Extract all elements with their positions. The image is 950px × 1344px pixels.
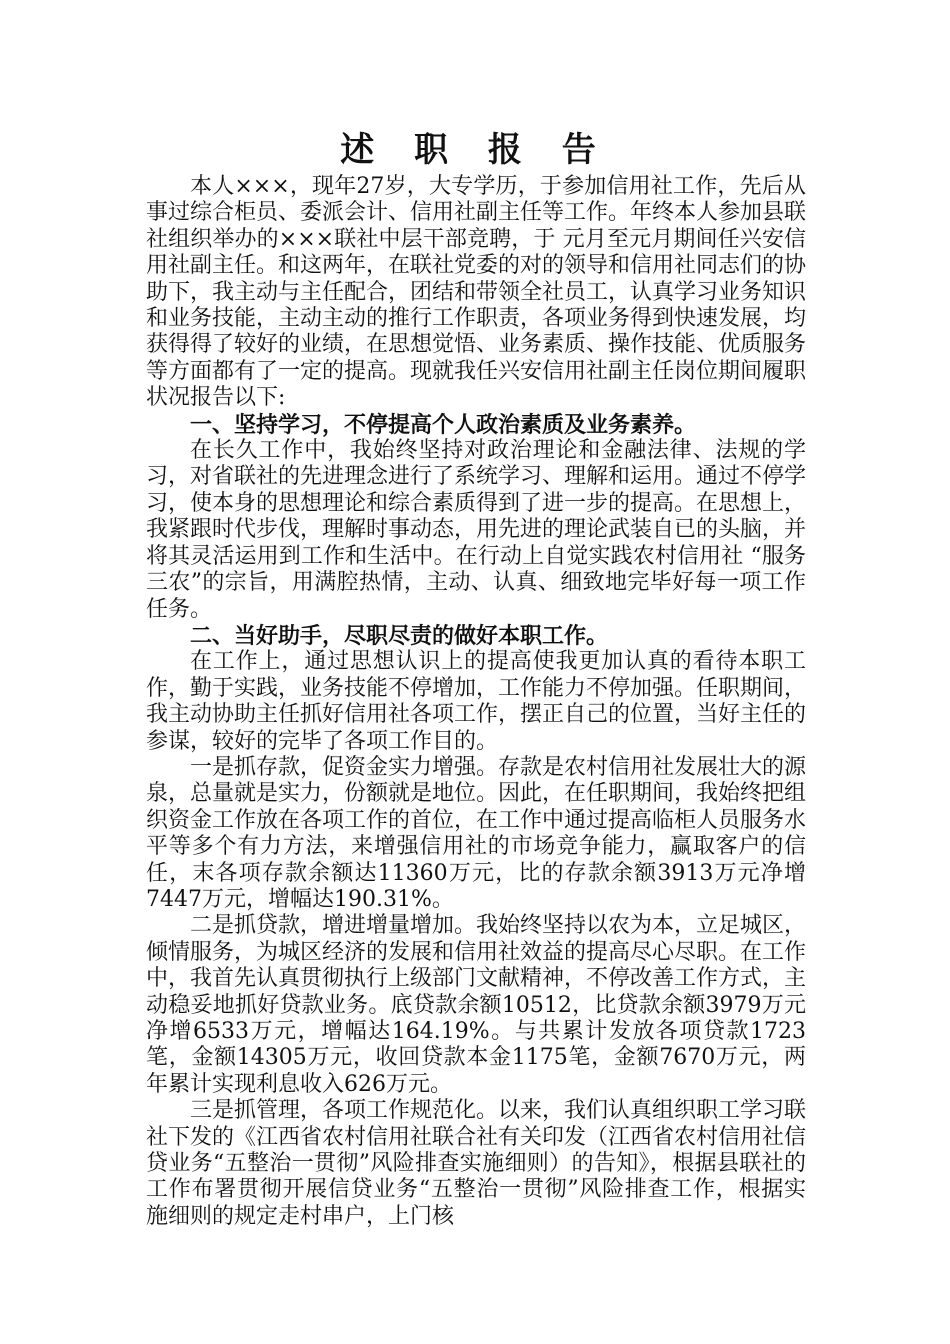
section-1-paragraph: 在长久工作中，我始终坚持对政治理论和金融法律、法规的学习，对省联社的先进理念进行了系统学习、理解和运用。通过不停学习，使本身的思想理论和综合素质得到了进一步的提高。在思想上，我紧跟时代步伐，理解时事动态，用先进的理论武装自已的头脑，并将其灵活运用到工作和生活中。在行动上自觉实践农村信用社 “服务三农”的宗旨，用满腔热情，主动、认真、细致地完毕好每一项工作任务。 bbox=[146, 438, 807, 622]
report-body bbox=[146, 174, 806, 1230]
management-paragraph: 三是抓管理，各项工作规范化。以来，我们认真组织职工学习联社下发的《江西省农村信用社联合社有关印发（江西省农村信用社信贷业务“五整治一贯彻”风险排查实施细则）的告知》，根据县联社的工作布署贯彻开展信贷业务“五整治一贯彻”风险排查工作，根据实施细则的规定走村串户，上门核 bbox=[146, 1098, 807, 1229]
section-heading-2: 二、当好助手，尽职尽责的做好本职工作。 bbox=[190, 622, 609, 649]
deposits-paragraph: 一是抓存款，促资金实力增强。存款是农村信用社发展壮大的源泉，总量就是实力，份额就是地位。因此，在任职期间，我始终把组织资金工作放在各项工作的首位，在工作中通过提高临柜人员服务水平等多个有力方法，来增强信用社的市场竞争能力，赢取客户的信任，末各项存款余额达11360万元，比的存款余额3913万元净增7447万元，增幅达190.31%。 bbox=[146, 754, 807, 912]
report-title: 述 职 报 告 bbox=[340, 130, 610, 170]
loans-paragraph: 二是抓贷款，增进增量增加。我始终坚持以农为本，立足城区，倾情服务，为城区经济的发展和信用社效益的提高尽心尽职。在工作中，我首先认真贯彻执行上级部门文献精神，不停改善工作方式，主动稳妥地抓好贷款业务。底贷款余额10512，比贷款余额3979万元净增6533万元，增幅达164.19%。与共累计发放各项贷款1723笔，金额14305万元，收回贷款本金1175笔，金额7670万元，两年累计实现利息收入626万元。 bbox=[146, 913, 807, 1097]
section-2-paragraph: 在工作上，通过思想认识上的提高使我更加认真的看待本职工作，勤于实践，业务技能不停增加，工作能力不停加强。任职期间，我主动协助主任抓好信用社各项工作，摆正自己的位置，当好主任的参谋，较好的完毕了各项工作目的。 bbox=[146, 649, 807, 754]
intro-paragraph: 本人×××，现年27岁，大专学历，于参加信用社工作，先后从事过综合柜员、委派会计、信用社副主任等工作。年终本人参加县联社组织举办的×××联社中层干部竞聘，于 元月至元月期间任兴安信用社副主任。和这两年，在联社党委的对的领导和信用社同志们的协助下，我主动与主任配合，团结和带领全社员工，认真学习业务知识和业务技能，主动主动的推行工作职责，各项业务得到快速发展，均获得得了较好的业绩，在思想觉悟、业务素质、操作技能、优质服务等方面都有了一定的提高。现就我任兴安信用社副主任岗位期间履职状况报告以下: bbox=[146, 174, 807, 411]
section-heading-1: 一、坚持学习，不停提高个人政治素质及业务素养。 bbox=[190, 411, 697, 438]
